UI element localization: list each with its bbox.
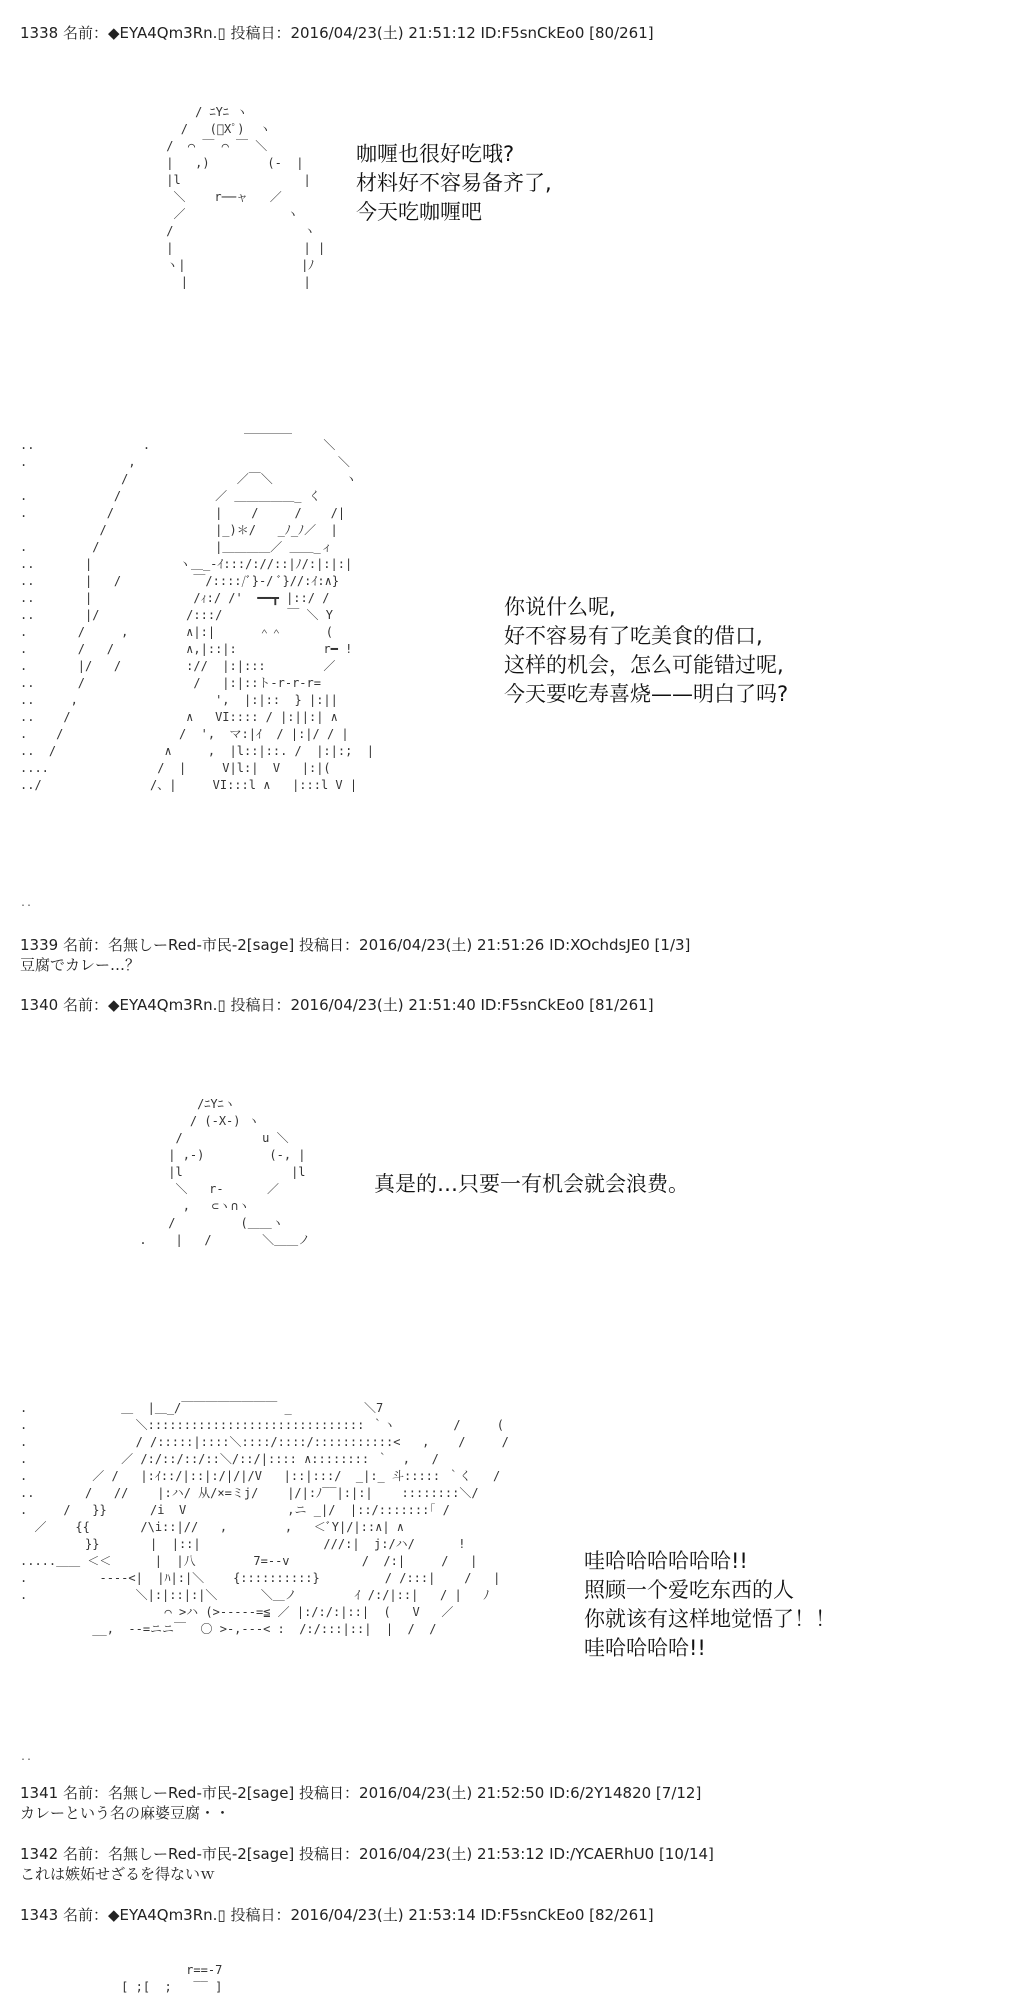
- ascii-art-character: ＿＿＿＿ .. . ＼ . , ＼ / ／￣＼ ヽ . / ／ ＿＿＿＿＿_ く . / | / / /| / |_)＊/ _ﾉ_ﾉ／ | . / |＿＿＿＿／ ＿＿_ィ .. | ヽ＿_-ｲ:::/://::|ﾉ/:|:|:| .. | / ￣/::::/ﾞ}-/ ﾞ}//:ｲ:∧} .. | /ｨ:/ /' ━━┳ |::/ / .. |/ /:::/ ￣ ＼ Y . / , ∧|:| ＾＾ ( . / / ∧,|::|: r━ ! . |/ / :// |:|::: ／ .. / / |:|::ト‐r‐r‐r= .. , ', |:|:: } |:|| .. / ∧ VI:::: / |:||:| ∧ . / / ', マ:|ｲ / |:|/ / | .. / ∧ , |l::|::. / |:|:; | .... / | V|l:| V |:|( ../ /、| VI:::l ∧ |:::l V |: [20, 421, 375, 792]
- post-body: これは嫉妬せざるを得ないｗ: [20, 1865, 216, 1883]
- speech-line: 好不容易有了吃美食的借口,: [504, 624, 763, 648]
- speech-line: 这样的机会，怎么可能错过呢,: [504, 653, 784, 677]
- speech-text: [356, 140, 552, 227]
- post-header: 1339 名前：名無しーRed-市民-2[sage] 投稿日：2016/04/23(土) 21:51:26 ID:XOchdsJE0 [1/3]: [20, 936, 691, 954]
- speech-line: 你说什么呢,: [504, 595, 616, 619]
- post-body: 豆腐でカレー…？: [20, 956, 141, 974]
- ascii-art-character: /ﾆYﾆヽ / (-X-) ヽ / u ＼ | ,-) (-, | |l |l ＼ r- ／ , ⊂ヽ∩ヽ / (＿＿ヽ . | / ＼＿＿ノ: [139, 1097, 311, 1247]
- speech-text: [504, 593, 788, 709]
- separator-dots: ..: [20, 898, 33, 909]
- speech-line: 今天要吃寿喜烧——明白了吗?: [504, 682, 789, 706]
- speech-line: 哇哈哈哈哈哈哈!!: [584, 1549, 748, 1573]
- post-header: 1342 名前：名無しーRed-市民-2[sage] 投稿日：2016/04/23(土) 21:53:12 ID:/YCAERhU0 [10/14]: [20, 1845, 714, 1863]
- speech-line: 咖喱也很好吃哦?: [356, 142, 515, 166]
- speech-text: [374, 1170, 689, 1199]
- post-body: カレーという名の麻婆豆腐・・: [20, 1804, 231, 1822]
- post-header: 1343 名前：◆EYA4Qm3Rn.▯ 投稿日：2016/04/23(土) 21:53:14 ID:F5snCkEo0 [82/261]: [20, 1906, 654, 1924]
- speech-line: 你就该有这样地觉悟了！！: [584, 1607, 836, 1631]
- ascii-art-character: r==-7 [ ;[ ; ‾‾ ]: [121, 1963, 223, 1994]
- speech-text: [584, 1547, 836, 1663]
- speech-line: 照顾一个爱吃东西的人: [584, 1578, 794, 1602]
- speech-line: 真是的…只要一有机会就会浪费。: [374, 1172, 689, 1196]
- ascii-art-character: / ﾆYﾆ ヽ / (ﾟXﾟ) ヽ / ⌒ ￣ ⌒ ￣ ＼ | ,) (- | |l | ＼ r──ャ ／ ／ ヽ / ヽ | | | ヽ| |ﾉ | |: [166, 105, 326, 289]
- speech-line: 今天吃咖喱吧: [356, 200, 482, 224]
- speech-line: 哇哈哈哈哈!!: [584, 1636, 706, 1660]
- speech-line: 材料好不容易备齐了,: [356, 171, 552, 195]
- post-header: 1338 名前：◆EYA4Qm3Rn.▯ 投稿日：2016/04/23(土) 21:51:12 ID:F5snCkEo0 [80/261]: [20, 24, 654, 42]
- post-header: 1340 名前：◆EYA4Qm3Rn.▯ 投稿日：2016/04/23(土) 21:51:40 ID:F5snCkEo0 [81/261]: [20, 996, 654, 1014]
- post-header: 1341 名前：名無しーRed-市民-2[sage] 投稿日：2016/04/23(土) 21:52:50 ID:6/2Y14820 [7/12]: [20, 1784, 702, 1802]
- ascii-art-character: . ＿ |＿_/￣￣￣￣￣￣￣￣ _ ＼7 . ＼:::::::::::::::::::::::::::::: ｀ヽ / ( . / /:::::|::::＼::::/::::/:::::::::::< , / / . ／ /:/::/::/::＼/::/|:::: ∧:::::::: ｀ , / . ／ / |:ｲ::/|::|:/|/|/V |::|:::/ _|:_ 斗::::: ｀く / .. / // |:ハ/ 从/×=ミj/ |/|:ﾉ‾‾|:|:| ::::::::＼/ . / }} /i V ,ニ _|/ |::/:::::::｢ / ／ {{ /\i::|// , , ＜ﾞY|/|::∧| ∧ }} | |::| ///:| j:/ハ/ ! .....＿＿ ＜＜ | |八 7=‐‐v / /:| / | . ‐‐‐‐<| |ﾊ|:|＼ {::::::::::} / /:::| / | . ＼|:|::|:|＼ ＼＿ノ ｲ /:/|::| / | ﾉ ⌒ >ハ (>‐‐‐‐‐=≦ ／ |:/:/:|::| ( V ／ __, ‐-=ニニ￣ 〇 >‐,‐‐‐< : /:/:::|::| | / /: [20, 1401, 509, 1636]
- separator-dots: ..: [20, 1752, 33, 1763]
